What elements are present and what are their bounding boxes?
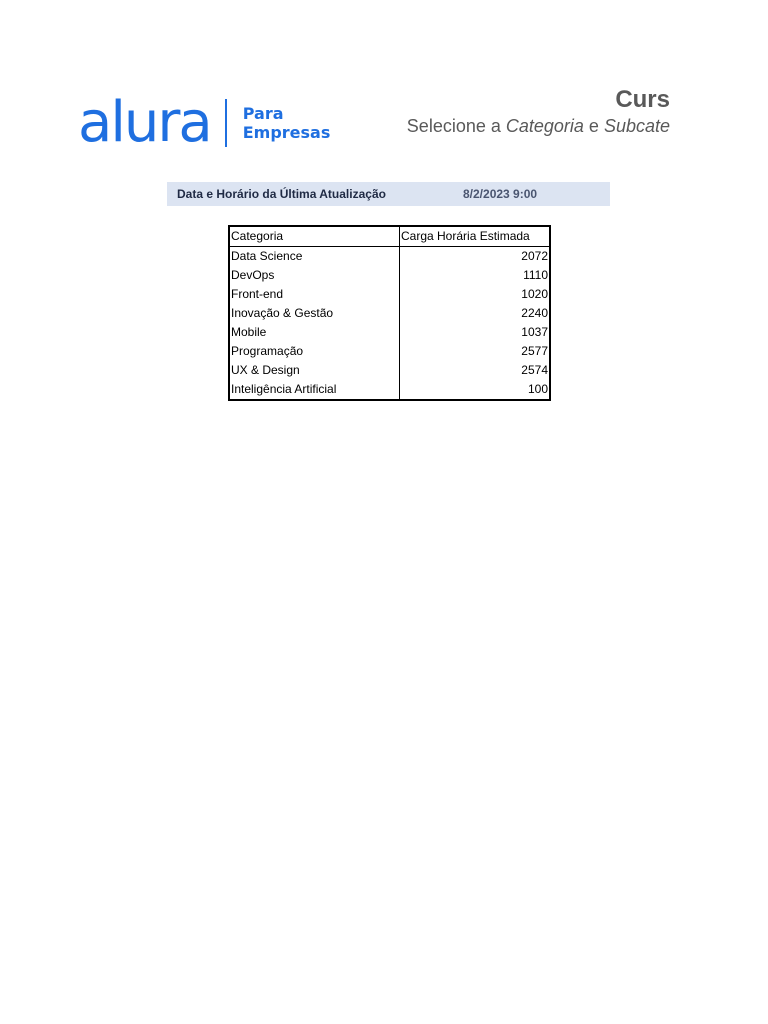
cell-categoria: Data Science [229, 247, 400, 267]
workload-table-container [228, 225, 551, 401]
table-row [229, 304, 550, 323]
cell-categoria: DevOps [229, 266, 400, 285]
cell-carga: 1020 [521, 287, 548, 301]
logo-tagline-line1: Para [242, 104, 284, 123]
cell-categoria: Inovação & Gestão [229, 304, 400, 323]
cell-carga: 100 [527, 382, 548, 396]
last-update-value: 8/2/2023 9:00 [463, 187, 538, 201]
table-row [229, 266, 550, 285]
cell-carga: 2240 [521, 306, 548, 320]
table-row [229, 342, 550, 361]
subtitle-subcategoria: Subcate [603, 116, 670, 136]
cell-categoria: Front-end [229, 285, 400, 304]
report-subtitle [407, 114, 670, 138]
cell-categoria: UX & Design [229, 361, 400, 380]
cell-carga: 2072 [521, 249, 548, 263]
cell-carga: 2574 [521, 363, 548, 377]
cell-carga: 2577 [521, 344, 548, 358]
header-categoria: Categoria [229, 226, 400, 247]
table-header-row [229, 226, 550, 247]
logo-tagline-line2: Empresas [242, 123, 331, 142]
table-row [229, 361, 550, 380]
cell-categoria: Programação [229, 342, 400, 361]
table-row [229, 323, 550, 342]
logo-tagline [243, 104, 331, 142]
cell-categoria: Mobile [229, 323, 400, 342]
last-update-bar [167, 182, 610, 206]
report-header [407, 86, 670, 138]
subtitle-mid: e [583, 116, 604, 136]
last-update-label: Data e Horário da Última Atualização [177, 187, 386, 201]
cell-categoria: Inteligência Artificial [229, 380, 400, 400]
header-carga-horaria: Carga Horária Estimada [400, 226, 551, 247]
workload-table [228, 225, 551, 401]
subtitle-categoria: Categoria [505, 116, 584, 136]
alura-logo [78, 88, 330, 158]
cell-carga: 1037 [521, 325, 548, 339]
cell-carga: 1110 [523, 268, 548, 282]
table-row [229, 380, 550, 400]
table-row [229, 247, 550, 267]
logo-wordmark: alura [78, 90, 211, 155]
subtitle-prefix: Selecione a [406, 116, 506, 136]
table-row [229, 285, 550, 304]
logo-divider [225, 99, 227, 147]
report-title: Curs [615, 86, 670, 113]
